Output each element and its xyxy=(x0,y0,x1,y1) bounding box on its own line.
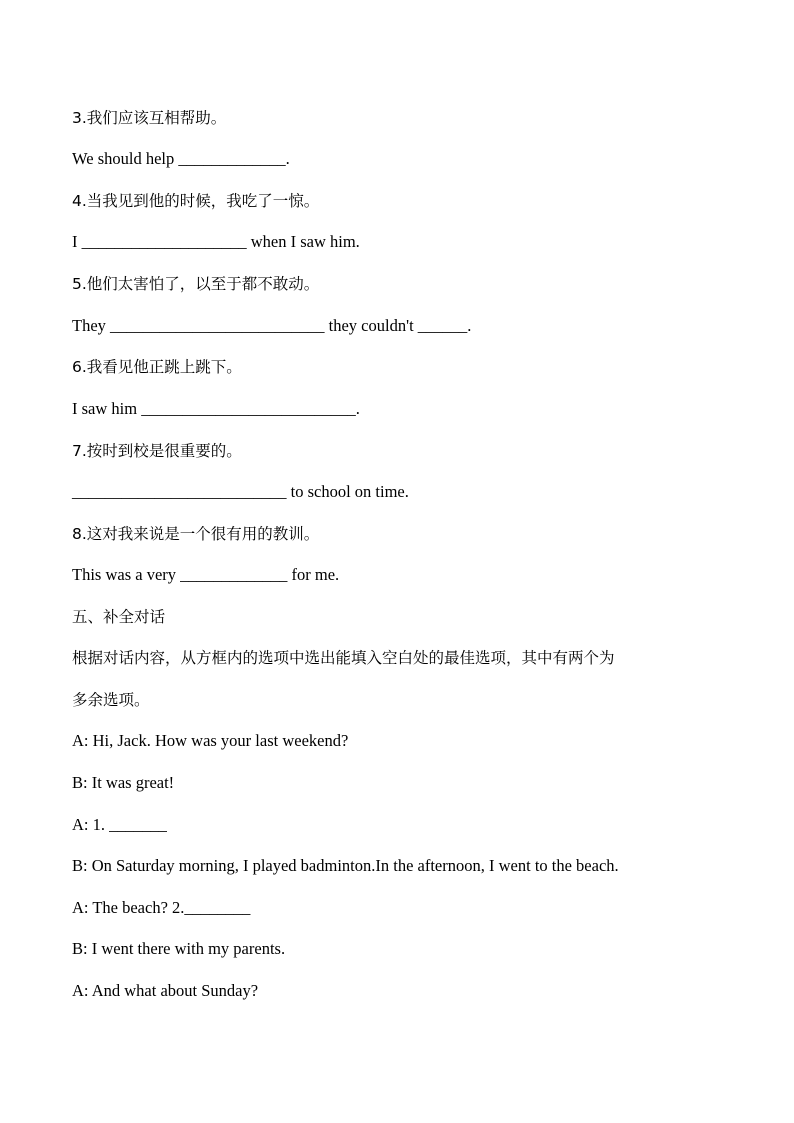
dialogue-line-2: B: It was great! xyxy=(72,773,175,792)
exercise-5-sentence: They __________________________ they couldn't ______. xyxy=(72,316,472,335)
dialogue-line-6: B: I went there with my parents. xyxy=(72,939,286,958)
section-5-instructions-line-2: 多余选项。 xyxy=(72,691,150,709)
exercise-4-prompt: 4.当我见到他的时候，我吃了一惊。 xyxy=(72,192,320,210)
exercise-7-sentence: __________________________ to school on time. xyxy=(72,482,409,501)
exercise-3-sentence: We should help _____________. xyxy=(72,149,290,168)
exercise-7-prompt: 7.按时到校是很重要的。 xyxy=(72,442,242,460)
exercise-3-prompt: 3.我们应该互相帮助。 xyxy=(72,109,227,127)
dialogue-line-5: A: The beach? 2.________ xyxy=(72,898,251,917)
exercise-5-prompt: 5.他们太害怕了，以至于都不敢动。 xyxy=(72,275,320,293)
exercise-6-prompt: 6.我看见他正跳上跳下。 xyxy=(72,358,242,376)
exercise-8-sentence: This was a very _____________ for me. xyxy=(72,565,340,584)
exercise-4-sentence: I ____________________ when I saw him. xyxy=(72,232,360,251)
dialogue-line-3: A: 1. _______ xyxy=(72,815,167,834)
exercise-6-sentence: I saw him __________________________. xyxy=(72,399,360,418)
section-5-instructions-line-1: 根据对话内容，从方框内的选项中选出能填入空白处的最佳选项，其中有两个为 xyxy=(72,649,615,667)
dialogue-line-4: B: On Saturday morning, I played badminton.In the afternoon, I went to the beach. xyxy=(72,856,619,875)
dialogue-line-1: A: Hi, Jack. How was your last weekend? xyxy=(72,731,349,750)
dialogue-line-7: A: And what about Sunday? xyxy=(72,981,259,1000)
exercise-8-prompt: 8.这对我来说是一个很有用的教训。 xyxy=(72,525,320,543)
section-5-heading: 五、补全对话 xyxy=(72,608,166,626)
